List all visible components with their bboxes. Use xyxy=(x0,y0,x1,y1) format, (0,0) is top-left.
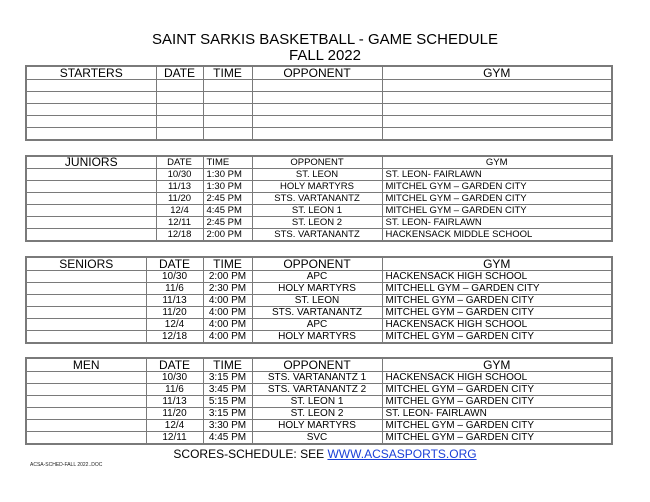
blank-cell xyxy=(26,205,156,217)
gym-cell: MITCHEL GYM – GARDEN CITY xyxy=(382,193,612,205)
date-cell: 10/30 xyxy=(156,169,203,181)
date-cell: 12/11 xyxy=(156,217,203,229)
page-title: SAINT SARKIS BASKETBALL - GAME SCHEDULE xyxy=(152,31,498,48)
blank-cell xyxy=(26,128,156,141)
gym-cell: HACKENSACK HIGH SCHOOL xyxy=(382,271,612,283)
gym-cell: HACKENSACK HIGH SCHOOL xyxy=(382,319,612,331)
table-row xyxy=(26,181,612,193)
blank-cell xyxy=(26,92,156,104)
table-row xyxy=(26,408,612,420)
date-cell: 12/11 xyxy=(146,432,203,445)
blank-cell xyxy=(26,193,156,205)
gym-header: GYM xyxy=(382,358,612,372)
table-row xyxy=(26,193,612,205)
time-cell: 1:30 PM xyxy=(203,181,252,193)
document-filename: ACSA-SCHED-FALL 2022..DOC xyxy=(30,462,103,468)
gym-header: GYM xyxy=(382,66,612,80)
date-cell: 11/6 xyxy=(146,283,203,295)
opponent-cell: HOLY MARTYRS xyxy=(252,420,382,432)
table-row xyxy=(26,229,612,242)
table-row xyxy=(26,420,612,432)
blank-cell xyxy=(26,295,146,307)
table-row xyxy=(26,319,612,331)
opponent-cell: STS. VARTANANTZ 2 xyxy=(252,384,382,396)
table-row xyxy=(26,283,612,295)
blank-cell xyxy=(26,217,156,229)
table-row xyxy=(26,396,612,408)
date-cell: 11/20 xyxy=(146,408,203,420)
table-row xyxy=(26,128,612,141)
date-cell: 11/6 xyxy=(146,384,203,396)
gym-cell xyxy=(382,128,612,141)
blank-cell xyxy=(26,169,156,181)
gym-cell xyxy=(382,92,612,104)
date-header: DATE xyxy=(146,358,203,372)
date-cell: 11/13 xyxy=(156,181,203,193)
table-row xyxy=(26,104,612,116)
table-row xyxy=(26,432,612,445)
table-row xyxy=(26,295,612,307)
date-cell: 12/4 xyxy=(156,205,203,217)
time-header: TIME xyxy=(203,358,252,372)
starters-table xyxy=(25,65,613,141)
footer-text: SCORES-SCHEDULE: SEE xyxy=(173,447,325,461)
table-row xyxy=(26,116,612,128)
blank-cell xyxy=(26,229,156,242)
opponent-cell: ST. LEON 1 xyxy=(252,396,382,408)
time-cell: 4:45 PM xyxy=(203,205,252,217)
opponent-header: OPPONENT xyxy=(252,66,382,80)
time-cell: 3:15 PM xyxy=(203,408,252,420)
date-cell: 11/13 xyxy=(146,396,203,408)
opponent-header: OPPONENT xyxy=(252,156,382,169)
time-cell: 2:45 PM xyxy=(203,217,252,229)
gym-header: GYM xyxy=(382,156,612,169)
date-cell xyxy=(156,116,203,128)
blank-cell xyxy=(26,384,146,396)
gym-cell: MITCHEL GYM – GARDEN CITY xyxy=(382,432,612,445)
table-row xyxy=(26,331,612,344)
gym-cell: MITCHEL GYM – GARDEN CITY xyxy=(382,295,612,307)
gym-cell: ST. LEON- FAIRLAWN xyxy=(382,169,612,181)
date-cell: 12/4 xyxy=(146,319,203,331)
gym-cell: HACKENSACK MIDDLE SCHOOL xyxy=(382,229,612,242)
time-cell xyxy=(203,128,252,141)
time-cell: 3:15 PM xyxy=(203,372,252,384)
opponent-cell: APC xyxy=(252,319,382,331)
blank-cell xyxy=(26,408,146,420)
time-cell: 4:00 PM xyxy=(203,331,252,344)
date-header: DATE xyxy=(146,257,203,271)
time-cell xyxy=(203,92,252,104)
gym-cell: HACKENSACK HIGH SCHOOL xyxy=(382,372,612,384)
time-cell: 2:00 PM xyxy=(203,271,252,283)
opponent-cell xyxy=(252,116,382,128)
acsa-sports-link[interactable]: WWW.ACSASPORTS.ORG xyxy=(327,447,477,461)
blank-cell xyxy=(26,319,146,331)
blank-cell xyxy=(26,271,146,283)
gym-cell xyxy=(382,80,612,92)
gym-cell: MITCHEL GYM – GARDEN CITY xyxy=(382,181,612,193)
opponent-cell: STS. VARTANANTZ 1 xyxy=(252,372,382,384)
seniors-table xyxy=(25,256,613,344)
opponent-cell xyxy=(252,92,382,104)
time-cell: 5:15 PM xyxy=(203,396,252,408)
opponent-cell: STS. VARTANANTZ xyxy=(252,307,382,319)
juniors-table xyxy=(25,155,613,242)
table-row xyxy=(26,307,612,319)
blank-cell xyxy=(26,283,146,295)
blank-cell xyxy=(26,420,146,432)
page-subtitle: FALL 2022 xyxy=(288,47,361,64)
time-cell: 4:00 PM xyxy=(203,295,252,307)
date-cell: 10/30 xyxy=(146,372,203,384)
opponent-cell: ST. LEON 2 xyxy=(252,217,382,229)
table-row xyxy=(26,205,612,217)
gym-cell: ST. LEON- FAIRLAWN xyxy=(382,408,612,420)
gym-cell xyxy=(382,116,612,128)
blank-cell xyxy=(26,372,146,384)
gym-cell: MITCHEL GYM – GARDEN CITY xyxy=(382,307,612,319)
gym-cell: MITCHEL GYM – GARDEN CITY xyxy=(382,331,612,344)
table-row xyxy=(26,92,612,104)
blank-cell xyxy=(26,432,146,445)
blank-cell xyxy=(26,307,146,319)
opponent-cell: ST. LEON 1 xyxy=(252,205,382,217)
blank-cell xyxy=(26,396,146,408)
time-header: TIME xyxy=(203,156,252,169)
opponent-cell: ST. LEON 2 xyxy=(252,408,382,420)
gym-header: GYM xyxy=(382,257,612,271)
gym-cell: MITCHEL GYM – GARDEN CITY xyxy=(382,396,612,408)
opponent-header: OPPONENT xyxy=(252,257,382,271)
opponent-cell: ST. LEON xyxy=(252,295,382,307)
table-row xyxy=(26,372,612,384)
date-cell: 11/13 xyxy=(146,295,203,307)
date-cell xyxy=(156,128,203,141)
footer xyxy=(0,447,650,461)
opponent-cell xyxy=(252,128,382,141)
time-header: TIME xyxy=(203,66,252,80)
table-header-row xyxy=(26,66,612,80)
table-header-row xyxy=(26,358,612,372)
time-cell: 1:30 PM xyxy=(203,169,252,181)
date-cell xyxy=(156,92,203,104)
gym-cell: ST. LEON- FAIRLAWN xyxy=(382,217,612,229)
opponent-cell: SVC xyxy=(252,432,382,445)
date-cell: 10/30 xyxy=(146,271,203,283)
date-cell xyxy=(156,80,203,92)
date-cell: 12/4 xyxy=(146,420,203,432)
section-label: JUNIORS xyxy=(26,156,156,169)
table-row xyxy=(26,384,612,396)
gym-cell xyxy=(382,104,612,116)
opponent-cell xyxy=(252,104,382,116)
time-cell: 4:45 PM xyxy=(203,432,252,445)
time-header: TIME xyxy=(203,257,252,271)
date-header: DATE xyxy=(156,66,203,80)
time-cell: 4:00 PM xyxy=(203,319,252,331)
date-cell: 12/18 xyxy=(156,229,203,242)
table-row xyxy=(26,80,612,92)
men-table xyxy=(25,357,613,445)
blank-cell xyxy=(26,331,146,344)
table-row xyxy=(26,271,612,283)
time-cell: 2:30 PM xyxy=(203,283,252,295)
date-cell xyxy=(156,104,203,116)
opponent-cell: HOLY MARTYRS xyxy=(252,331,382,344)
time-cell: 4:00 PM xyxy=(203,307,252,319)
time-cell xyxy=(203,116,252,128)
time-cell: 2:45 PM xyxy=(203,193,252,205)
opponent-cell: ST. LEON xyxy=(252,169,382,181)
blank-cell xyxy=(26,116,156,128)
time-cell: 3:30 PM xyxy=(203,420,252,432)
table-header-row xyxy=(26,156,612,169)
time-cell xyxy=(203,80,252,92)
date-header: DATE xyxy=(156,156,203,169)
time-cell xyxy=(203,104,252,116)
blank-cell xyxy=(26,104,156,116)
gym-cell: MITCHEL GYM – GARDEN CITY xyxy=(382,205,612,217)
opponent-cell: STS. VARTANANTZ xyxy=(252,193,382,205)
section-label: STARTERS xyxy=(26,66,156,80)
time-cell: 3:45 PM xyxy=(203,384,252,396)
date-cell: 11/20 xyxy=(156,193,203,205)
section-label: SENIORS xyxy=(26,257,146,271)
time-cell: 2:00 PM xyxy=(203,229,252,242)
date-cell: 12/18 xyxy=(146,331,203,344)
gym-cell: MITCHEL GYM – GARDEN CITY xyxy=(382,384,612,396)
opponent-cell: APC xyxy=(252,271,382,283)
opponent-cell xyxy=(252,80,382,92)
opponent-header: OPPONENT xyxy=(252,358,382,372)
table-row xyxy=(26,169,612,181)
blank-cell xyxy=(26,181,156,193)
date-cell: 11/20 xyxy=(146,307,203,319)
opponent-cell: HOLY MARTYRS xyxy=(252,283,382,295)
table-row xyxy=(26,217,612,229)
gym-cell: MITCHEL GYM – GARDEN CITY xyxy=(382,420,612,432)
gym-cell: MITCHELL GYM – GARDEN CITY xyxy=(382,283,612,295)
opponent-cell: HOLY MARTYRS xyxy=(252,181,382,193)
blank-cell xyxy=(26,80,156,92)
opponent-cell: STS. VARTANANTZ xyxy=(252,229,382,242)
table-header-row xyxy=(26,257,612,271)
section-label: MEN xyxy=(26,358,146,372)
